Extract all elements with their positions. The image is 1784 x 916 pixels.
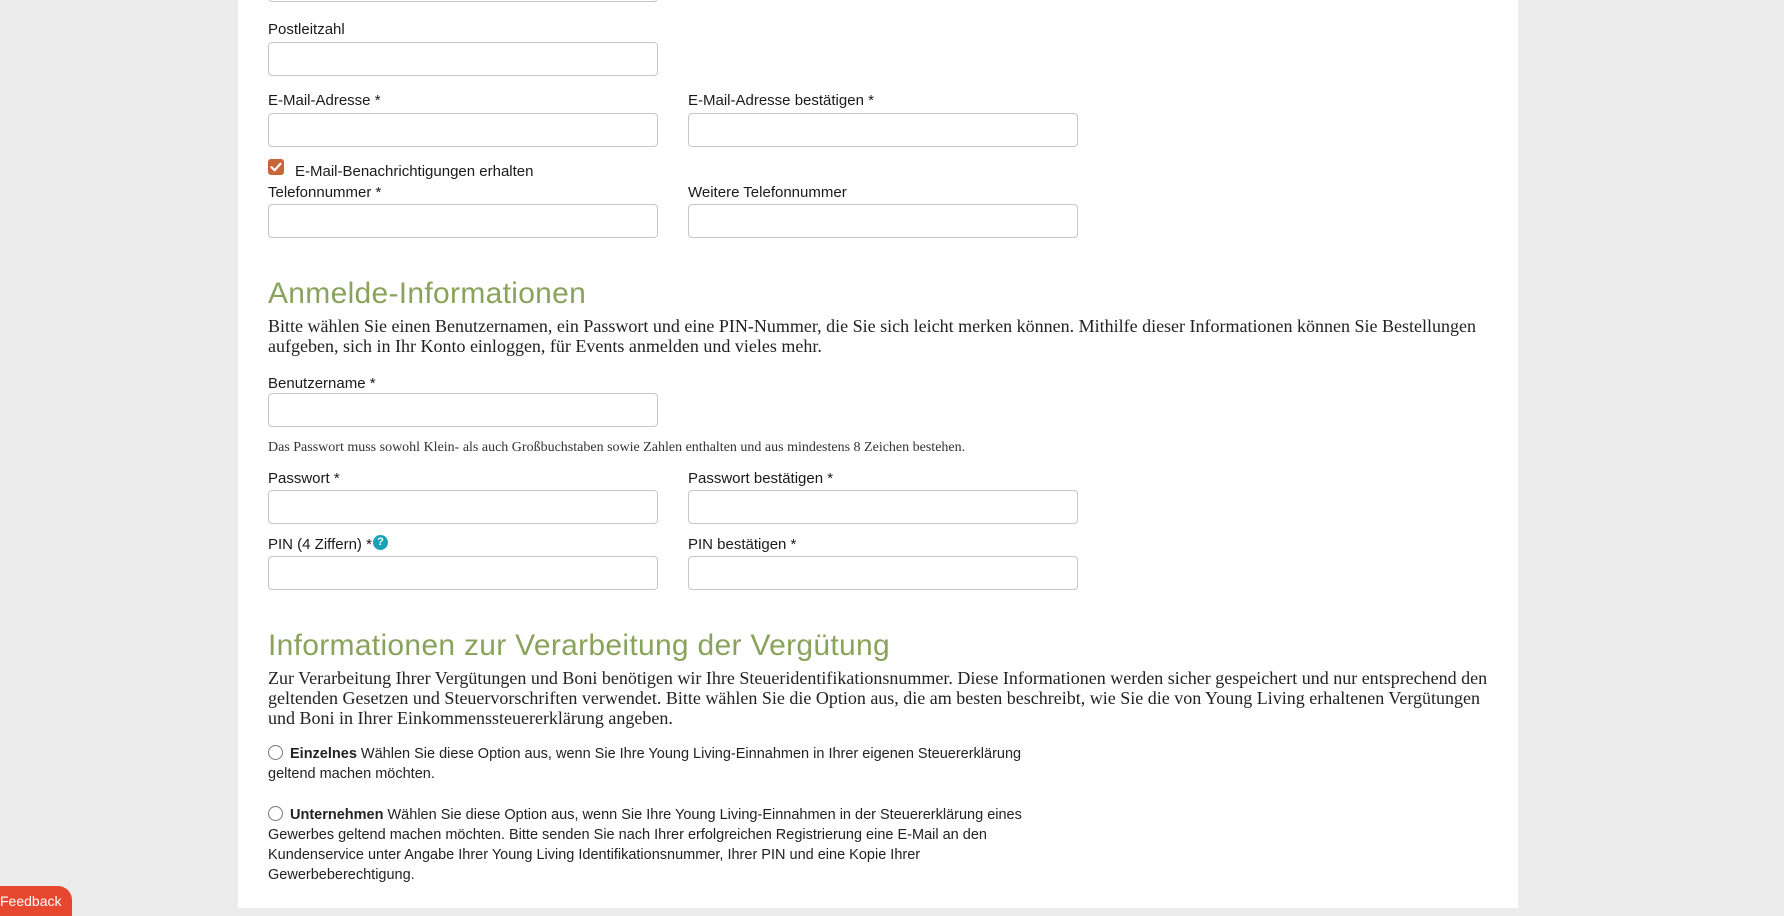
phone-label: Telefonnummer * <box>268 184 382 201</box>
username-label: Benutzername * <box>268 375 376 392</box>
pin-confirm-input[interactable] <box>688 556 1078 590</box>
pin-confirm-label: PIN bestätigen * <box>688 536 797 553</box>
email-notifications-checkbox[interactable] <box>268 159 284 175</box>
password-hint: Das Passwort muss sowohl Klein- als auch Großbuchstaben sowie Zahlen enthalten und aus mindestens 8 Zeichen bestehen. <box>268 440 966 455</box>
pin-input[interactable] <box>268 556 658 590</box>
phone-alt-input[interactable] <box>688 204 1078 238</box>
option-company <box>268 805 1028 885</box>
previous-field[interactable] <box>268 0 658 2</box>
login-section-title: Anmelde-Informationen <box>268 277 587 310</box>
checkmark-icon <box>268 159 284 175</box>
postal-code-input[interactable] <box>268 42 658 76</box>
option-individual <box>268 744 1028 784</box>
option-company-title: Unternehmen <box>290 807 384 823</box>
email-notifications-label: E-Mail-Benachrichtigungen erhalten <box>295 163 534 180</box>
email-input[interactable] <box>268 113 658 147</box>
question-icon[interactable]: ? <box>373 535 388 550</box>
email-confirm-label: E-Mail-Adresse bestätigen * <box>688 92 874 109</box>
option-individual-text: Wählen Sie diese Option aus, wenn Sie Ihre Young Living-Einnahmen in Ihrer eigenen Steuererklärung geltend machen möchten. <box>268 746 1022 782</box>
postal-code-label: Postleitzahl <box>268 21 345 38</box>
pin-label: PIN (4 Ziffern) * <box>268 536 372 553</box>
username-input[interactable] <box>268 393 658 427</box>
option-company-text: Wählen Sie diese Option aus, wenn Sie Ihre Young Living-Einnahmen in der Steuererklärung eines Gewerbes geltend machen möchten. Bitte senden Sie nach Ihrer erfolgreichen Registrierung eine E-Mail an den Kundenservice unter Angabe Ihrer Young Living Identifikationsnummer, Ihrer PIN und eine Kopie Ihrer Gewerbeberechtigung. <box>268 807 1022 883</box>
registration-form-page <box>238 0 1518 908</box>
password-input[interactable] <box>268 490 658 524</box>
phone-input[interactable] <box>268 204 658 238</box>
password-confirm-label: Passwort bestätigen * <box>688 470 834 487</box>
password-confirm-input[interactable] <box>688 490 1078 524</box>
compensation-section-description: Zur Verarbeitung Ihrer Vergütungen und Boni benötigen wir Ihre Steueridentifikationsnummer. Diese Informationen werden sicher gespeichert und nur entsprechend den geltenden Gesetzen und Steuervorschriften verwendet. Bitte wählen Sie die Option aus, die am besten beschreibt, wie Sie die von Young Living erhaltenen Vergütungen und Boni in Ihrer Einkommenssteuererklärung angeben. <box>268 668 1488 728</box>
email-confirm-input[interactable] <box>688 113 1078 147</box>
email-label: E-Mail-Adresse * <box>268 92 381 109</box>
option-individual-title: Einzelnes <box>290 746 357 762</box>
feedback-button[interactable]: Feedback <box>0 886 72 916</box>
password-label: Passwort * <box>268 470 340 487</box>
login-section-description: Bitte wählen Sie einen Benutzernamen, ein Passwort und eine PIN-Nummer, die Sie sich leicht merken können. Mithilfe dieser Informationen können Sie Bestellungen aufgeben, sich in Ihr Konto einloggen, für Events anmelden und vieles mehr. <box>268 316 1476 356</box>
compensation-section-title: Informationen zur Verarbeitung der Vergütung <box>268 629 890 662</box>
phone-alt-label: Weitere Telefonnummer <box>688 184 847 201</box>
